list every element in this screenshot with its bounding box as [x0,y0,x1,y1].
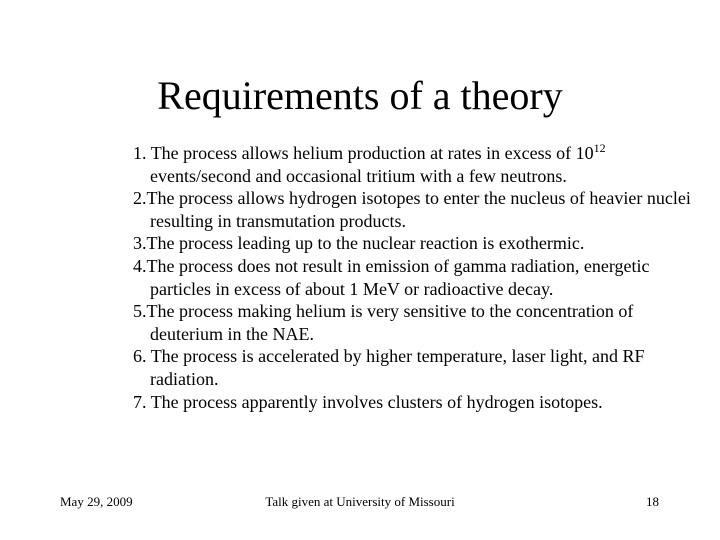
requirement-item-6 [133,345,693,390]
requirement-text: The process leading up to the nuclear reaction is exothermic. [146,233,585,254]
requirement-number: 3. [133,233,147,254]
footer-date: May 29, 2009 [60,494,133,509]
requirement-number: 6. [133,346,151,367]
requirement-text: The process is accelerated by higher temperature, laser light, and RF radiation. [150,346,645,389]
page-number: 18 [646,494,659,509]
requirement-item-4 [133,255,693,300]
requirement-text: The process does not result in emission of gamma radiation, energetic particles in excess of about 1 MeV or radioactive decay. [146,255,650,299]
requirement-item-2 [133,187,693,232]
requirement-item-1 [133,142,693,187]
requirement-number: 5. [133,301,147,322]
requirement-text-continued: events/second and occasional tritium with a few neutrons. [150,165,567,186]
requirement-text: The process allows helium production at rates in excess of 10 [150,143,594,163]
requirement-text: The process allows hydrogen isotopes to enter the nucleus of heavier nuclei resulting in transmutation products. [146,188,691,231]
requirement-text: The process apparently involves clusters of hydrogen isotopes. [150,391,603,412]
requirements-list [133,142,693,413]
requirement-number: 7. [133,391,151,412]
requirement-text: The process making helium is very sensitive to the concentration of deuterium in the NAE. [146,301,634,344]
slide-title: Requirements of a theory [157,73,563,118]
requirement-number: 4. [133,255,147,276]
requirement-number: 1. [133,143,151,163]
requirement-item-5 [133,300,693,345]
requirement-item-3 [133,232,693,255]
requirement-number: 2. [133,188,147,209]
footer-event: Talk given at University of Missouri [265,494,455,509]
requirement-exponent: 12 [593,141,606,155]
requirement-item-7 [133,391,693,414]
